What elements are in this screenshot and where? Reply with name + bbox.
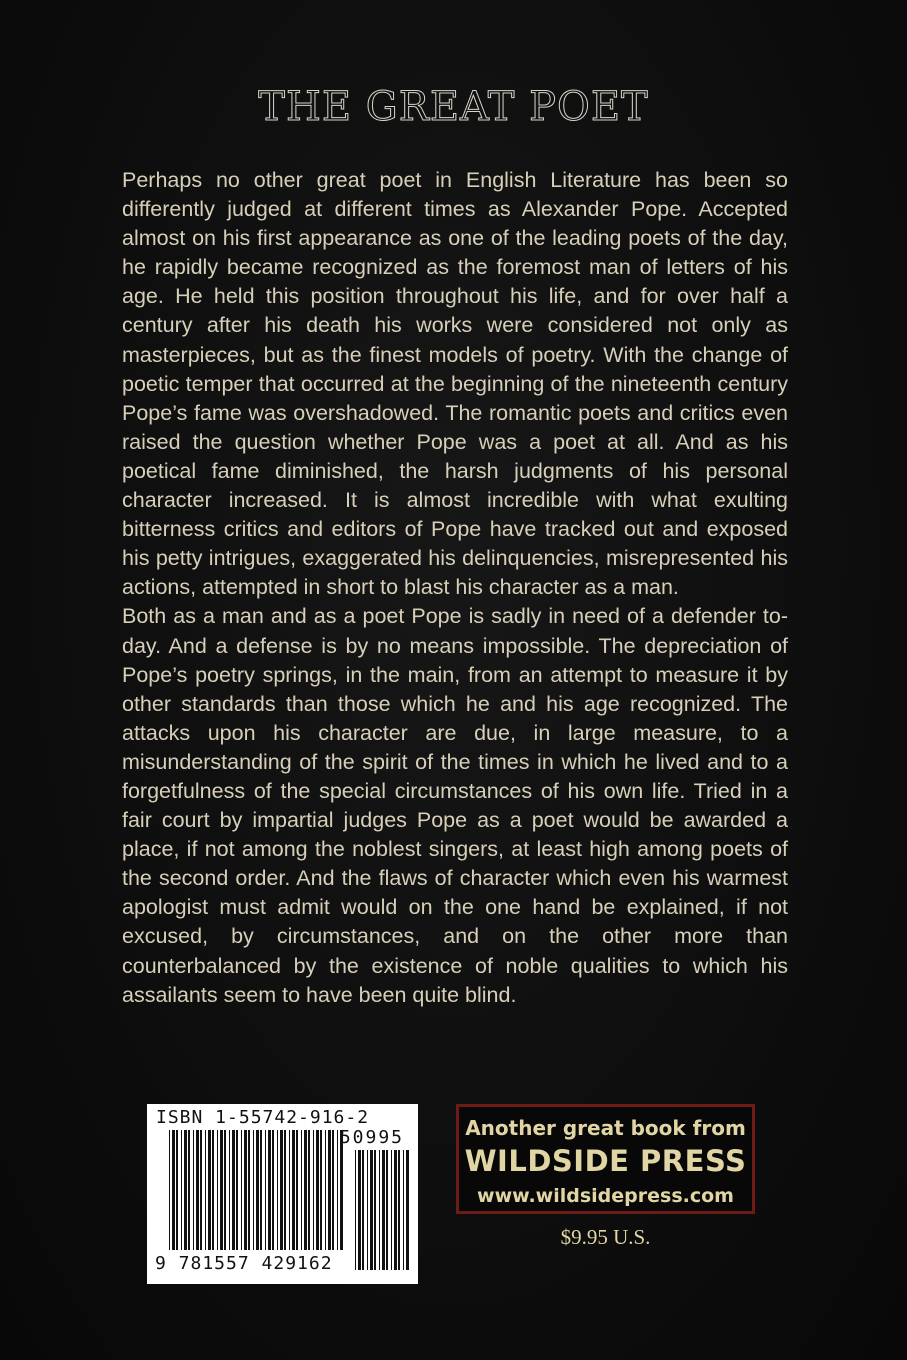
ean-digits: 9 781557 429162 — [155, 1253, 333, 1274]
cover-title: THE GREAT POET — [258, 84, 649, 130]
blurb-paragraph-1: Perhaps no other great poet in English Literature has been so differently judged at different times as Alexander Pope. Accepted almost on his first appearance as one of the leading poets of the day, he rapidly became recognized as the foremost man of letters of his age. He held this position throughout his life, and for over half a century after his death his works were considered not only as masterpieces, but as the finest models of poetry. With the change of poetic temper that occurred at the beginning of the nineteenth century Pope’s fame was overshadowed. The romantic poets and critics even raised the question whether Pope was a poet at all. And as his poetical fame diminished, the harsh judgments of his personal character increased. It is almost incredible with what exulting bitterness critics and editors of Pope have tracked out and exposed his petty intrigues, exaggerated his delinquencies, misrepresented his actions, attempted in short to blast his character as a man. — [122, 168, 788, 600]
price-code: 50995 — [339, 1127, 404, 1148]
publisher-name: WILDSIDE PRESS — [464, 1144, 747, 1178]
blurb-paragraph-2: Both as a man and as a poet Pope is sadly in need of a defender to-day. And a defense is by no means impossible. The depreciation of Pope’s poetry springs, in the main, from an attempt to measure it by other standards than those which he and his age recognized. The attacks upon his character are due, in large measure, to a misunderstanding of the spirit of the times in which he lived and to a forgetfulness of the special circumstances of his own life. Tried in a fair court by impartial judges Pope as a poet would be awarded a place, if not among the noblest singers, at least high among poets of the second order. And the flaws of character which even his warmest apologist must admit would on the one hand be explained, if not excused, by circumstances, and on the other more than counterbalanced by the existence of noble qualities to which his assailants seem to have been quite blind. — [122, 604, 788, 1007]
isbn-barcode — [147, 1104, 418, 1284]
price-label: $9.95 U.S. — [560, 1225, 651, 1249]
isbn-label: ISBN 1-55742-916-2 — [156, 1107, 370, 1128]
publisher-box — [456, 1104, 755, 1214]
publisher-tagline: Another great book from — [465, 1116, 746, 1140]
blurb-text — [122, 166, 788, 1010]
publisher-url: www.wildsidepress.com — [477, 1185, 734, 1207]
